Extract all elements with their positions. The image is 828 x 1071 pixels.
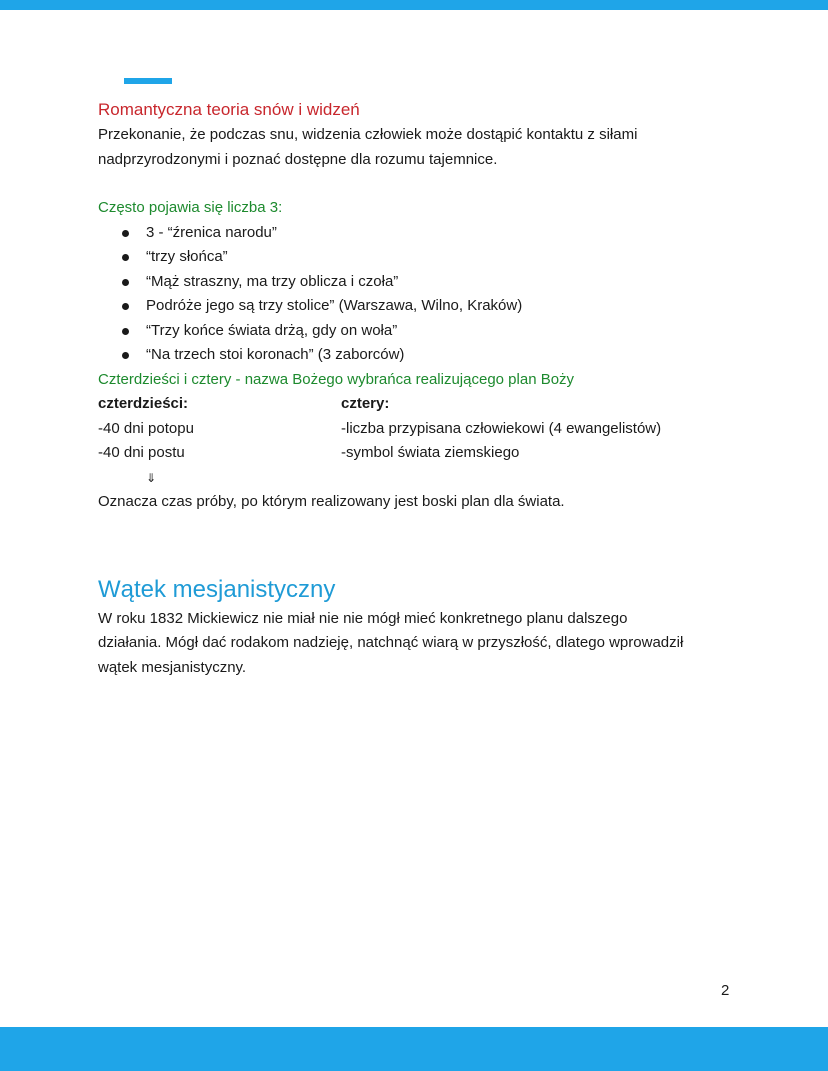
list-item — [98, 245, 748, 270]
list-item — [98, 270, 748, 295]
number-three-heading: Często pojawia się liczba 3: — [98, 199, 283, 216]
dream-theory-paragraph-line: Przekonanie, że podczas snu, widzenia człowiek może dostąpić kontaktu z siłami — [98, 126, 638, 143]
bullet-icon — [122, 328, 129, 335]
column-header-forty: czterdzieści: — [98, 395, 189, 412]
messianic-section-title: Wątek mesjanistyczny — [98, 575, 336, 603]
table-row — [98, 417, 748, 442]
down-arrow-icon: ⇓ — [146, 470, 157, 485]
top-color-band — [0, 0, 828, 10]
list-item-text: Podróże jego są trzy stolice” (Warszawa, Wilno, Kraków) — [146, 297, 523, 314]
column-header-four: cztery: — [341, 395, 390, 412]
bullet-icon — [122, 303, 129, 310]
dream-theory-heading: Romantyczna teoria snów i widzeń — [98, 100, 360, 119]
bullet-icon — [122, 279, 129, 286]
forty-cell: -40 dni potopu — [98, 419, 194, 437]
list-item-text: “trzy słońca” — [146, 248, 228, 265]
bullet-icon — [122, 230, 129, 237]
accent-bar — [124, 78, 172, 84]
forty-four-conclusion: Oznacza czas próby, po którym realizowany jest boski plan dla świata. — [98, 493, 565, 510]
forty-cell: -40 dni postu — [98, 444, 185, 461]
list-item-text: “Na trzech stoi koronach” (3 zaborców) — [146, 346, 405, 363]
page-content — [98, 97, 748, 680]
list-item — [98, 343, 748, 368]
list-item-text: “Mąż straszny, ma trzy oblicza i czoła” — [146, 272, 399, 290]
table-row — [98, 441, 748, 466]
list-item — [98, 221, 748, 246]
four-cell: -symbol świata ziemskiego — [341, 444, 520, 461]
list-item-text: 3 - “źrenica narodu” — [146, 223, 277, 241]
number-three-list — [98, 221, 748, 368]
messianic-paragraph-line: działania. Mógł dać rodakom nadzieję, natchnąć wiarą w przyszłość, dlatego wprowadził — [98, 634, 684, 651]
list-item — [98, 319, 748, 344]
four-cell: -liczba przypisana człowiekowi (4 ewangelistów) — [341, 419, 662, 437]
bullet-icon — [122, 254, 129, 261]
bullet-icon — [122, 352, 129, 359]
bottom-color-band — [0, 1027, 828, 1071]
page-number: 2 — [721, 982, 730, 999]
messianic-paragraph-line: wątek mesjanistyczny. — [98, 658, 247, 676]
list-item-text: “Trzy końce świata drżą, gdy on woła” — [146, 321, 398, 339]
forty-four-heading: Czterdzieści i cztery - nazwa Bożego wybrańca realizującego plan Boży — [98, 370, 575, 388]
dream-theory-paragraph-line: nadprzyrodzonymi i poznać dostępne dla rozumu tajemnice. — [98, 150, 498, 168]
forty-four-header-row — [98, 392, 748, 417]
list-item — [98, 294, 748, 319]
spacer — [98, 172, 748, 196]
messianic-paragraph-line: W roku 1832 Mickiewicz nie miał nie nie mógł mieć konkretnego planu dalszego — [98, 609, 628, 627]
